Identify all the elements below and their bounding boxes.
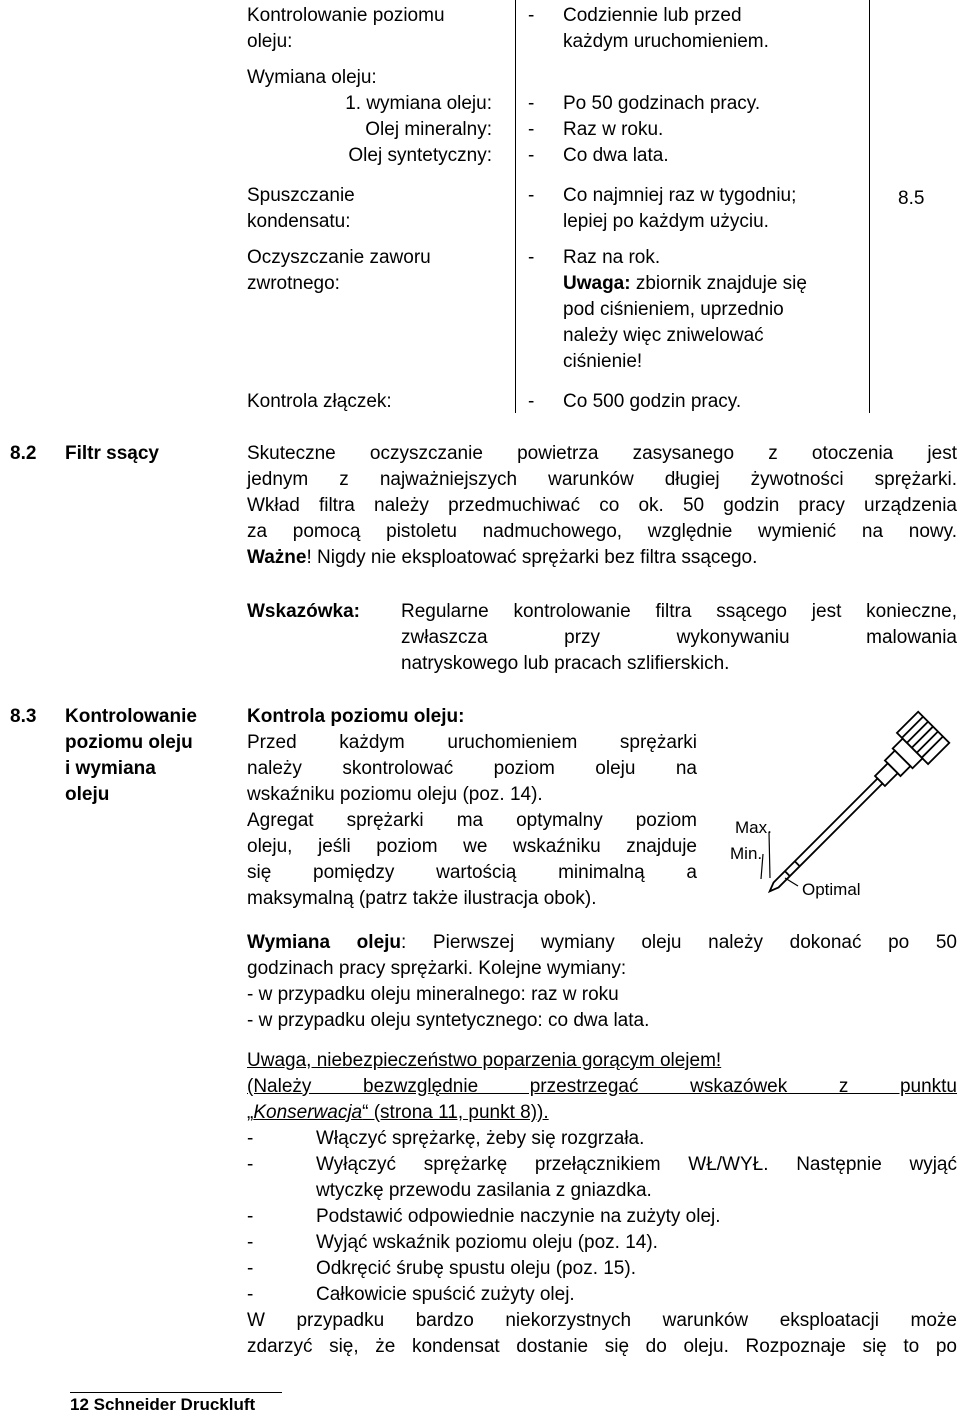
label-line: Olej syntetyczny: [348, 145, 492, 166]
label-line: oleju: [247, 31, 293, 52]
body-line: za pomocą pistoletu nadmuchowego, względnie wymienić na nowy. [247, 521, 957, 542]
step-item [247, 1152, 957, 1204]
label-line: zwrotnego: [247, 273, 340, 294]
row-label-oil-level [247, 3, 445, 55]
value-line: każdym uruchomieniem. [563, 31, 769, 52]
value-line: Co dwa lata. [563, 145, 669, 166]
body-line: Przed każdym uruchomieniem sprężarki [247, 732, 697, 753]
body-line: - w przypadku oleju mineralnego: raz w roku [247, 984, 619, 1005]
body-line: należy skontrolować poziom oleju na [247, 758, 697, 779]
body-line: oleju, jeśli poziom we wskaźniku znajduje [247, 836, 697, 857]
body-line: zdarzyć się, że kondensat dostanie się do oleju. Rozpoznaje się to po [247, 1336, 957, 1357]
step-item [247, 1282, 957, 1308]
burn-warning [247, 1048, 957, 1126]
step-dash: - [247, 1258, 254, 1279]
hint-label: Wskazówka: [247, 601, 360, 622]
step-item [247, 1126, 957, 1152]
row-label-oil-change [247, 65, 492, 169]
dipstick-rod [767, 779, 882, 894]
label-line: kondensatu: [247, 211, 351, 232]
step-text: Całkowicie spuścić zużyty olej. [316, 1284, 575, 1305]
body-line: W przypadku bardzo niekorzystnych warunków eksploatacji może [247, 1310, 957, 1331]
dash: - [528, 5, 535, 26]
label-line: Wymiana oleju: [247, 67, 377, 88]
table-divider-left [515, 0, 516, 413]
dash: - [528, 145, 535, 166]
dash: - [528, 119, 535, 140]
max-label: Max. [735, 818, 772, 837]
warning-text: „ [247, 1102, 254, 1123]
warning-label: Uwaga: [563, 273, 631, 294]
oil-level-check [247, 704, 697, 912]
dash-group [528, 91, 534, 169]
hint-line: zwłaszcza przy wykonywaniu malowania [401, 627, 957, 648]
body-line: jednym z najważniejszych warunków długiej żywotności sprężarki. [247, 469, 957, 490]
body-line: się pomiędzy wartością minimalną a [247, 862, 697, 883]
min-label: Min. [730, 844, 763, 863]
warning-reference: Konserwacja [253, 1102, 363, 1123]
body-line: godzinach pracy sprężarki. Kolejne wymiany: [247, 958, 627, 979]
label-line: Olej mineralny: [365, 119, 492, 140]
row-value-condensate [563, 183, 796, 235]
dash: - [528, 185, 535, 206]
warning-text: zbiornik znajduje się [630, 273, 807, 294]
value-line: Co najmniej raz w tygodniu; [563, 185, 797, 206]
body-line: Agregat sprężarki ma optymalny poziom [247, 810, 697, 831]
step-item [247, 1256, 957, 1282]
step-text: Odkręcić śrubę spustu oleju (poz. 15). [316, 1258, 636, 1279]
value-line: Codziennie lub przed [563, 5, 742, 26]
step-item [247, 1204, 957, 1230]
section-title [65, 704, 197, 808]
value-line: pod ciśnieniem, uprzednio [563, 299, 784, 320]
value-line: Po 50 godzinach pracy. [563, 93, 761, 114]
value-line: lepiej po każdym użyciu. [563, 211, 769, 232]
oil-change [247, 930, 957, 1034]
steps-list [247, 1126, 957, 1308]
closing-paragraph [247, 1308, 957, 1360]
body-text: : Pierwszej wymiany oleju należy dokonać po 50 [401, 932, 957, 953]
label-line: Oczyszczanie zaworu [247, 247, 431, 268]
subheading: Kontrola poziomu oleju: [247, 706, 465, 727]
value-line: Raz na rok. [563, 247, 661, 268]
body-line: - w przypadku oleju syntetycznego: co dwa lata. [247, 1010, 650, 1031]
title-line: Kontrolowanie [65, 706, 197, 727]
footer-text: 12 Schneider Druckluft [70, 1395, 256, 1414]
step-dash: - [247, 1232, 254, 1253]
warning-text: “ (strona 11, punkt 8)). [362, 1102, 549, 1123]
step-text: Wyjąć wskaźnik poziomu oleju (poz. 14). [316, 1232, 658, 1253]
value-line: należy więc zniwelować [563, 325, 764, 346]
dash: - [528, 247, 535, 268]
optimal-label: Optimal [802, 880, 861, 899]
section-number: 8.3 [10, 706, 37, 727]
step-item [247, 1230, 957, 1256]
row-value-check-valve [563, 245, 807, 375]
body-line: Wkład filtra należy przedmuchiwać co ok. 50 godzin pracy urządzenia [247, 495, 957, 516]
dash: - [528, 93, 535, 114]
body-line: Skuteczne oczyszczanie powietrza zasysanego z otoczenia jest [247, 443, 957, 464]
row-label-connectors: Kontrola złączek: [247, 391, 392, 412]
important-text: ! Nigdy nie eksploatować sprężarki bez filtra ssącego. [306, 547, 758, 568]
row-value-oil-change [563, 91, 760, 169]
subheading: Wymiana oleju [247, 932, 402, 953]
step-dash: - [247, 1206, 254, 1227]
step-text: Wyłączyć sprężarkę przełącznikiem WŁ/WYŁ. Następnie wyjąć [316, 1154, 957, 1175]
important-note [247, 545, 957, 571]
section-number: 8.2 [10, 443, 37, 464]
value-line: ciśnienie! [563, 351, 643, 372]
label-line: 1. wymiana oleju: [345, 93, 492, 114]
row-label-condensate [247, 183, 355, 235]
dash: - [528, 391, 535, 412]
warning-line: (Należy bezwzględnie przestrzegać wskazówek z punktu [247, 1076, 957, 1097]
row-value-connectors: Co 500 godzin pracy. [563, 391, 742, 412]
side-reference: 8.5 [898, 188, 925, 209]
label-line: Spuszczanie [247, 185, 355, 206]
title-line: poziomu oleju [65, 732, 193, 753]
label-line: Kontrolowanie poziomu [247, 5, 445, 26]
hint-line: natryskowego lub pracach szlifierskich. [401, 653, 730, 674]
step-text: wtyczkę przewodu zasilania z gniazdka. [316, 1180, 652, 1201]
title-line: i wymiana [65, 758, 156, 779]
important-label: Ważne [247, 547, 307, 568]
hint-text [401, 599, 957, 677]
table-divider-right [869, 0, 870, 413]
body-line: wskaźniku poziomu oleju (poz. 14). [247, 784, 543, 805]
step-text: Podstawić odpowiednie naczynie na zużyty olej. [316, 1206, 721, 1227]
step-dash: - [247, 1284, 254, 1305]
section-title: Filtr ssący [65, 443, 159, 464]
row-value-oil-level [563, 3, 769, 55]
body-line: maksymalną (patrz także ilustracja obok). [247, 888, 597, 909]
hint-line: Regularne kontrolowanie filtra ssącego jest konieczne, [401, 601, 957, 622]
warning-line [247, 1100, 957, 1126]
footer-rule [70, 1392, 282, 1393]
change-first-line [247, 930, 957, 956]
warning-line: Uwaga, niebezpieczeństwo poparzenia gorącym olejem! [247, 1050, 722, 1071]
title-line: oleju [65, 784, 110, 805]
step-text: Włączyć sprężarkę, żeby się rozgrzała. [316, 1128, 645, 1149]
section-body [247, 441, 957, 571]
step-dash: - [247, 1154, 254, 1175]
dipstick-illustration [725, 706, 955, 906]
warning-line [563, 271, 807, 297]
value-line: Raz w roku. [563, 119, 664, 140]
row-label-check-valve [247, 245, 431, 297]
step-dash: - [247, 1128, 254, 1149]
